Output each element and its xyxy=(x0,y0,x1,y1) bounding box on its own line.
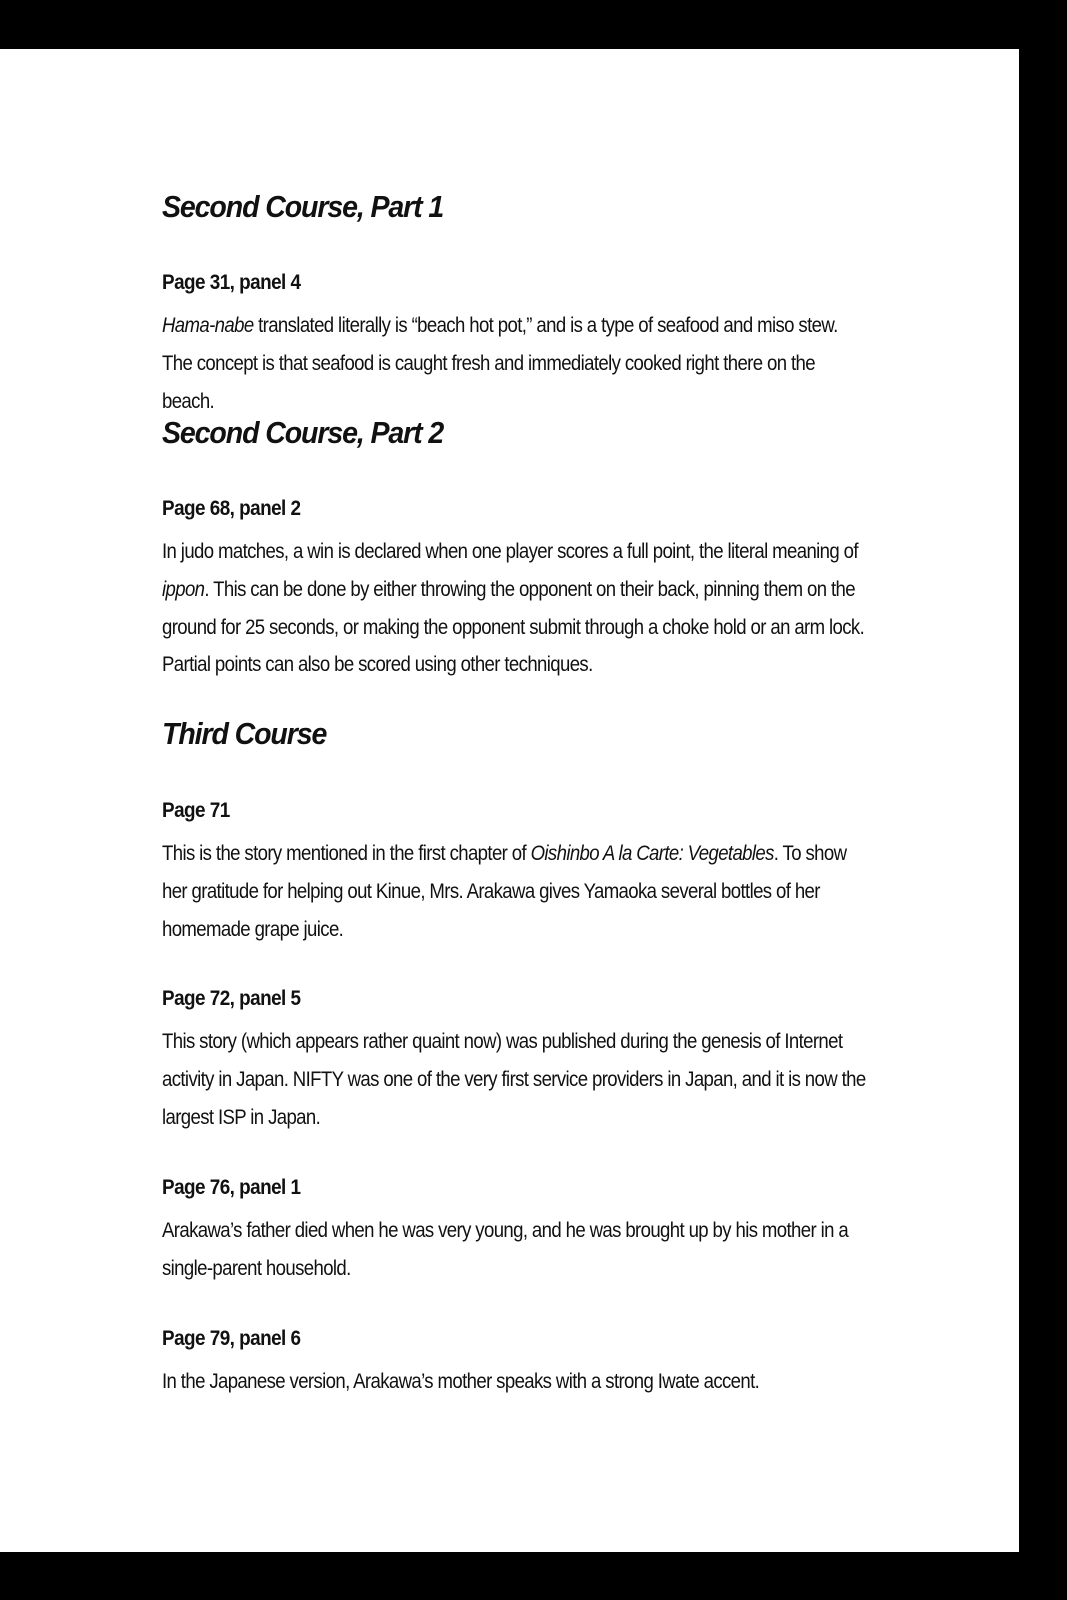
note-title: Page 79, panel 6 xyxy=(162,1327,301,1350)
note-text: In judo matches, a win is declared when one player scores a full point, the literal meaning of xyxy=(162,540,858,563)
note-body xyxy=(162,307,870,420)
note-title: Page 76, panel 1 xyxy=(162,1176,301,1199)
note-title: Page 71 xyxy=(162,799,230,822)
document-page xyxy=(0,49,1019,1552)
section-heading: Third Course xyxy=(162,716,327,751)
note-text: . This can be done by either throwing the opponent on their back, pinning them on the ground for 25 seconds, or making the opponent submit through a choke hold or an arm lock. Partial points can also be scored using other techniques. xyxy=(162,577,865,677)
note-title: Page 68, panel 2 xyxy=(162,497,301,520)
note-body xyxy=(162,533,870,684)
note-body: This story (which appears rather quaint now) was published during the genesis of Internet activity in Japan. NIFTY was one of the very first service providers in Japan, and it is now the largest ISP in Japan. xyxy=(162,1030,866,1129)
note-title: Page 31, panel 4 xyxy=(162,271,301,294)
note-text: . To show her gratitude for helping out Kinue, Mrs. Arakawa gives Yamaoka several bottles of her homemade grape juice. xyxy=(162,842,847,941)
term-italic: ippon xyxy=(162,577,205,601)
section-heading: Second Course, Part 2 xyxy=(162,415,444,450)
note-body: Arakawa’s father died when he was very young, and he was brought up by his mother in a single-parent household. xyxy=(162,1219,849,1280)
book-title-italic: Oishinbo A la Carte: Vegetables xyxy=(530,842,774,865)
section-heading: Second Course, Part 1 xyxy=(162,189,444,224)
note-title: Page 72, panel 5 xyxy=(162,987,301,1010)
note-body: In the Japanese version, Arakawa’s mother speaks with a strong Iwate accent. xyxy=(162,1370,760,1393)
note-body xyxy=(162,835,870,948)
note-text: translated literally is “beach hot pot,” and is a type of seafood and miso stew. The concept is that seafood is caught fresh and immediately cooked right there on the beach. xyxy=(162,314,838,413)
term-italic: Hama-nabe xyxy=(162,314,254,337)
note-text: This is the story mentioned in the first chapter of xyxy=(162,842,531,865)
